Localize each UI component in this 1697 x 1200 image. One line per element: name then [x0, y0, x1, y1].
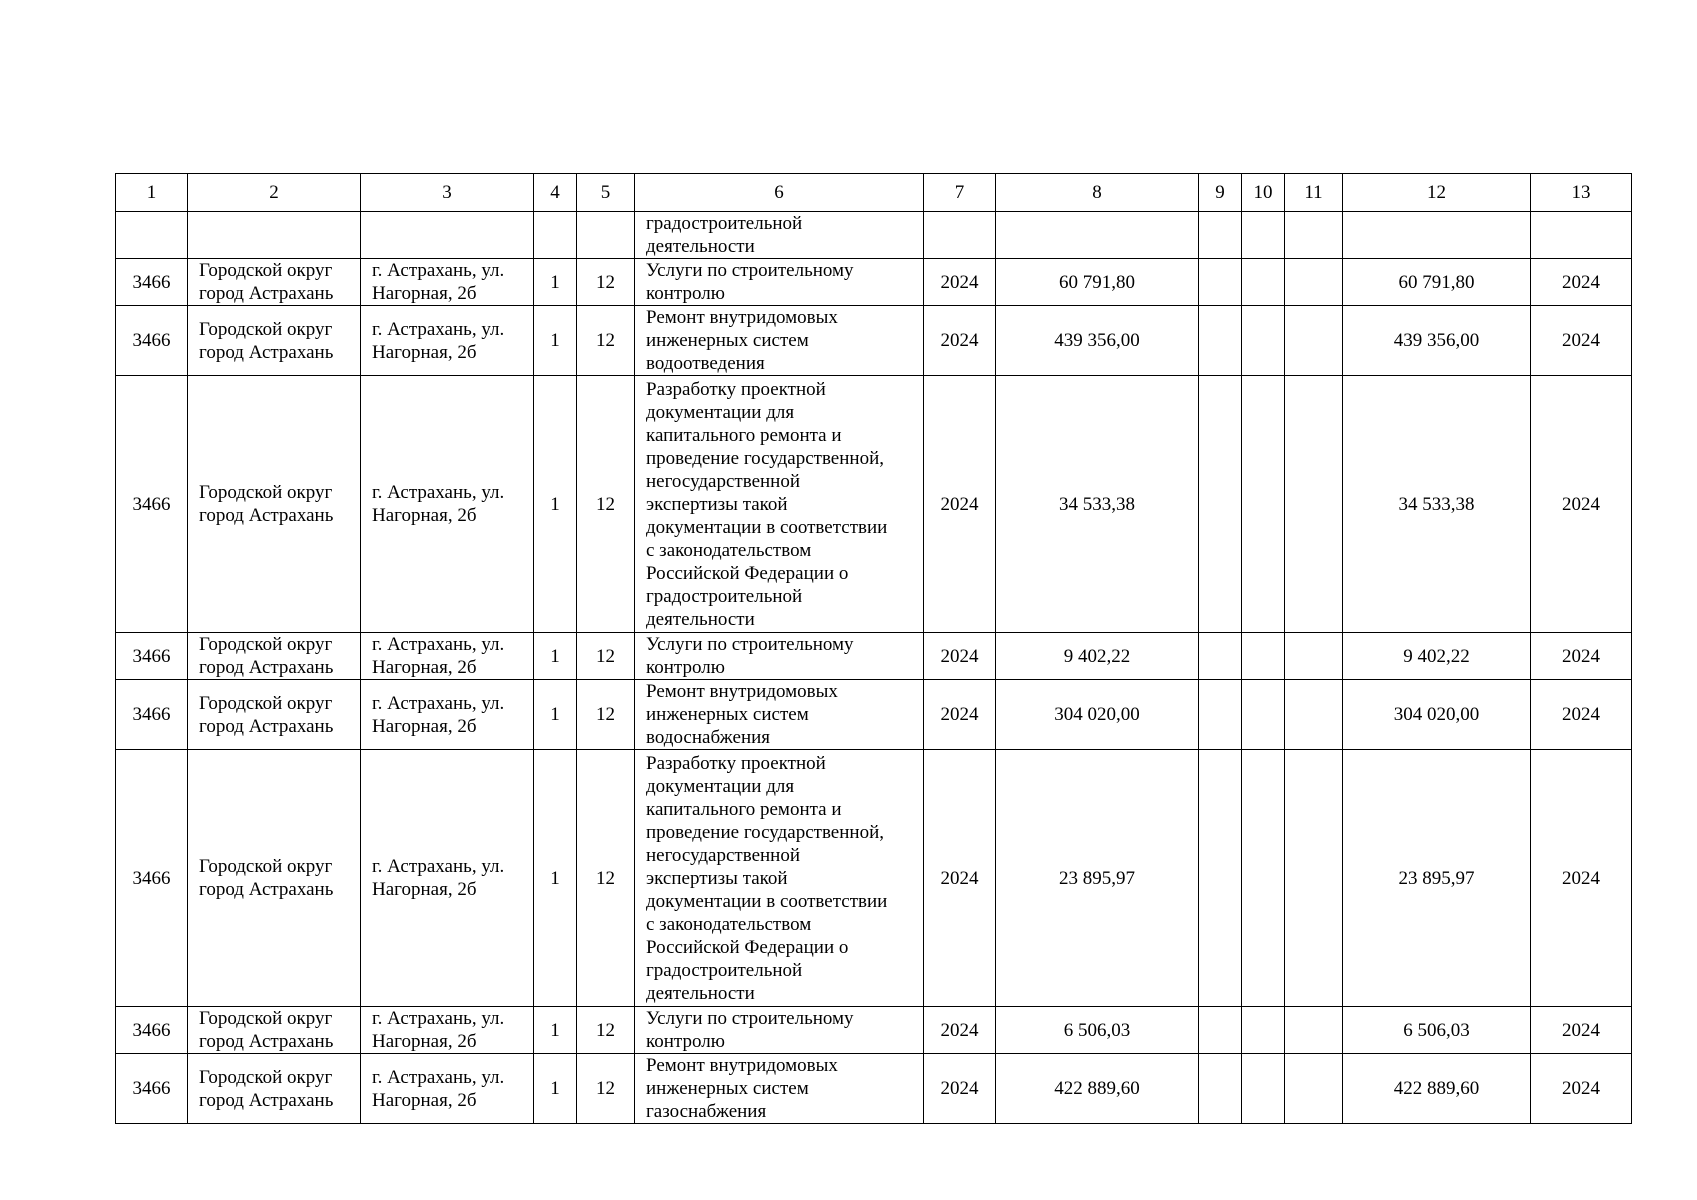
table-cell [1242, 1054, 1285, 1124]
table-cell [1285, 633, 1343, 680]
table-row [116, 680, 1632, 750]
address-cell: г. Астрахань, ул. Нагорная, 2б [361, 633, 534, 680]
table-cell: 1 [534, 306, 577, 376]
table-cell [1199, 259, 1242, 306]
column-header: 7 [924, 174, 996, 212]
municipality-cell: Городской округ город Астрахань [188, 1054, 361, 1124]
column-header: 12 [1343, 174, 1531, 212]
continuation-row [116, 212, 1632, 259]
table-cell [1242, 1007, 1285, 1054]
year-cell: 2024 [924, 259, 996, 306]
cost-cell: 34 533,38 [996, 376, 1199, 633]
table-cell [1343, 212, 1531, 259]
table-cell: 1 [534, 750, 577, 1007]
cost-cell: 9 402,22 [996, 633, 1199, 680]
cost-cell: 9 402,22 [1343, 633, 1531, 680]
table-cell: 12 [577, 306, 635, 376]
year-cell: 2024 [1531, 259, 1632, 306]
municipality-cell: Городской округ город Астрахань [188, 680, 361, 750]
municipality-cell: Городской округ город Астрахань [188, 750, 361, 1007]
table-cell [1199, 376, 1242, 633]
table-cell [1285, 376, 1343, 633]
municipality-cell: Городской округ город Астрахань [188, 376, 361, 633]
table-cell [188, 212, 361, 259]
table-cell: 1 [534, 680, 577, 750]
cost-cell: 6 506,03 [1343, 1007, 1531, 1054]
work-type-cell: Услуги по строительному контролю [635, 1007, 924, 1054]
table-cell: 12 [577, 376, 635, 633]
work-type-cell: градостроительной деятельности [635, 212, 924, 259]
address-cell: г. Астрахань, ул. Нагорная, 2б [361, 259, 534, 306]
municipality-cell: Городской округ город Астрахань [188, 633, 361, 680]
table-cell [1199, 212, 1242, 259]
cost-cell: 34 533,38 [1343, 376, 1531, 633]
table-cell [1199, 1007, 1242, 1054]
work-type-cell: Разработку проектной документации для капитального ремонта и проведение государственной, негосударственной экспертизы такой документации в соответствии с законодательством Российской Федерации о градостроительной деятельности [635, 376, 924, 633]
table-cell: 12 [577, 1007, 635, 1054]
column-header: 10 [1242, 174, 1285, 212]
work-type-cell: Ремонт внутридомовых инженерных систем водоснабжения [635, 680, 924, 750]
cost-cell: 304 020,00 [1343, 680, 1531, 750]
column-number-header-row [116, 174, 1632, 212]
table-cell: 1 [534, 1054, 577, 1124]
column-header: 9 [1199, 174, 1242, 212]
year-cell: 2024 [924, 376, 996, 633]
row-number-cell: 3466 [116, 376, 188, 633]
cost-cell: 6 506,03 [996, 1007, 1199, 1054]
table-cell: 12 [577, 259, 635, 306]
row-number-cell: 3466 [116, 259, 188, 306]
address-cell: г. Астрахань, ул. Нагорная, 2б [361, 680, 534, 750]
table-cell [116, 212, 188, 259]
table-cell: 1 [534, 1007, 577, 1054]
year-cell: 2024 [924, 680, 996, 750]
table-row [116, 750, 1632, 1007]
table-cell [996, 212, 1199, 259]
table-cell [1242, 680, 1285, 750]
year-cell: 2024 [924, 1054, 996, 1124]
table-cell: 12 [577, 680, 635, 750]
table-cell: 1 [534, 259, 577, 306]
municipality-cell: Городской округ город Астрахань [188, 1007, 361, 1054]
capital-repair-table [115, 173, 1632, 1124]
table-cell [1199, 680, 1242, 750]
row-number-cell: 3466 [116, 1054, 188, 1124]
table-cell [1531, 212, 1632, 259]
column-header: 4 [534, 174, 577, 212]
table-cell [1242, 212, 1285, 259]
table-cell [1242, 376, 1285, 633]
table-cell [924, 212, 996, 259]
table-row [116, 259, 1632, 306]
address-cell: г. Астрахань, ул. Нагорная, 2б [361, 1007, 534, 1054]
table-cell [1242, 306, 1285, 376]
address-cell: г. Астрахань, ул. Нагорная, 2б [361, 750, 534, 1007]
table-row [116, 376, 1632, 633]
work-type-cell: Ремонт внутридомовых инженерных систем газоснабжения [635, 1054, 924, 1124]
work-type-cell: Разработку проектной документации для капитального ремонта и проведение государственной, негосударственной экспертизы такой документации в соответствии с законодательством Российской Федерации о градостроительной деятельности [635, 750, 924, 1007]
row-number-cell: 3466 [116, 750, 188, 1007]
municipality-cell: Городской округ город Астрахань [188, 306, 361, 376]
cost-cell: 439 356,00 [996, 306, 1199, 376]
table-cell [361, 212, 534, 259]
year-cell: 2024 [924, 306, 996, 376]
work-type-cell: Ремонт внутридомовых инженерных систем водоотведения [635, 306, 924, 376]
column-header: 3 [361, 174, 534, 212]
column-header: 6 [635, 174, 924, 212]
table-row [116, 633, 1632, 680]
cost-cell: 23 895,97 [1343, 750, 1531, 1007]
year-cell: 2024 [1531, 306, 1632, 376]
table-cell [1285, 1007, 1343, 1054]
address-cell: г. Астрахань, ул. Нагорная, 2б [361, 376, 534, 633]
cost-cell: 23 895,97 [996, 750, 1199, 1007]
year-cell: 2024 [924, 750, 996, 1007]
column-header: 8 [996, 174, 1199, 212]
year-cell: 2024 [924, 633, 996, 680]
row-number-cell: 3466 [116, 680, 188, 750]
column-header: 1 [116, 174, 188, 212]
year-cell: 2024 [924, 1007, 996, 1054]
table-row [116, 1007, 1632, 1054]
table-cell [1199, 1054, 1242, 1124]
table-cell [1199, 306, 1242, 376]
year-cell: 2024 [1531, 1054, 1632, 1124]
table-row [116, 1054, 1632, 1124]
table-cell [1285, 750, 1343, 1007]
table-cell [1242, 633, 1285, 680]
table-cell [1199, 750, 1242, 1007]
table-cell: 1 [534, 376, 577, 633]
cost-cell: 304 020,00 [996, 680, 1199, 750]
cost-cell: 439 356,00 [1343, 306, 1531, 376]
table-row [116, 306, 1632, 376]
table-cell [1285, 259, 1343, 306]
table-cell [1199, 633, 1242, 680]
table-cell [1285, 306, 1343, 376]
work-type-cell: Услуги по строительному контролю [635, 259, 924, 306]
year-cell: 2024 [1531, 750, 1632, 1007]
year-cell: 2024 [1531, 633, 1632, 680]
table-cell: 12 [577, 750, 635, 1007]
address-cell: г. Астрахань, ул. Нагорная, 2б [361, 1054, 534, 1124]
table-cell [1285, 680, 1343, 750]
year-cell: 2024 [1531, 376, 1632, 633]
table-cell [1285, 212, 1343, 259]
row-number-cell: 3466 [116, 306, 188, 376]
column-header: 11 [1285, 174, 1343, 212]
table-cell [1285, 1054, 1343, 1124]
table-cell [1242, 750, 1285, 1007]
cost-cell: 422 889,60 [1343, 1054, 1531, 1124]
row-number-cell: 3466 [116, 1007, 188, 1054]
cost-cell: 60 791,80 [1343, 259, 1531, 306]
table-body [116, 212, 1632, 1124]
year-cell: 2024 [1531, 680, 1632, 750]
table-cell: 1 [534, 633, 577, 680]
column-header: 2 [188, 174, 361, 212]
municipality-cell: Городской округ город Астрахань [188, 259, 361, 306]
table-cell [577, 212, 635, 259]
cost-cell: 60 791,80 [996, 259, 1199, 306]
table-cell: 12 [577, 633, 635, 680]
table-cell [534, 212, 577, 259]
column-header: 5 [577, 174, 635, 212]
address-cell: г. Астрахань, ул. Нагорная, 2б [361, 306, 534, 376]
table-cell [1242, 259, 1285, 306]
row-number-cell: 3466 [116, 633, 188, 680]
year-cell: 2024 [1531, 1007, 1632, 1054]
table-cell: 12 [577, 1054, 635, 1124]
cost-cell: 422 889,60 [996, 1054, 1199, 1124]
column-header: 13 [1531, 174, 1632, 212]
work-type-cell: Услуги по строительному контролю [635, 633, 924, 680]
